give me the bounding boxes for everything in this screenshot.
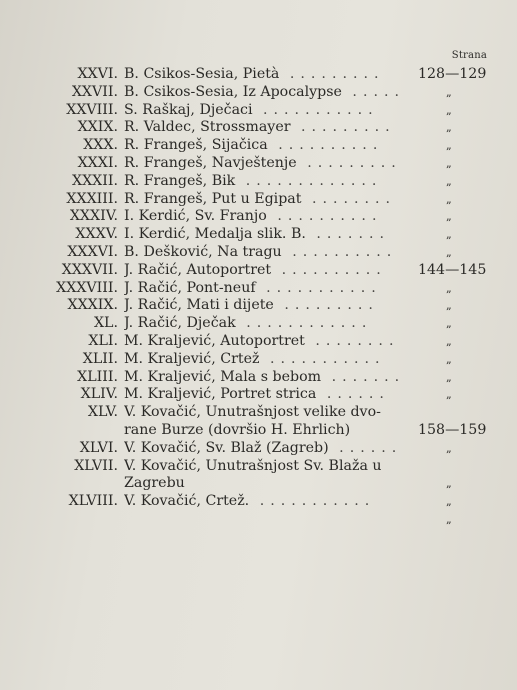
plate-title	[124, 333, 408, 351]
page-reference: „	[446, 210, 452, 224]
leader-dots: .....	[341, 83, 405, 100]
plate-title	[124, 280, 408, 298]
plate-title	[124, 351, 408, 369]
leader-dots: .........	[279, 66, 385, 82]
plate-number: XXXIII.	[66, 190, 118, 207]
list-item	[0, 208, 517, 226]
plate-title	[124, 66, 408, 84]
leader-dots: ...........	[259, 350, 386, 367]
plate-title-line: R. Frangeš, Bik	[124, 172, 236, 189]
list-item	[0, 244, 517, 262]
leader-dots: .............	[235, 172, 383, 189]
page-reference: „	[446, 512, 452, 526]
leader-dots: ........	[301, 190, 397, 207]
plate-number: XLVI.	[79, 439, 118, 456]
plate-title-line: M. Kraljević, Autoportret	[124, 332, 305, 349]
page-reference: „	[446, 121, 452, 135]
plate-number: XL.	[93, 315, 118, 332]
leader-dots: ............	[235, 315, 373, 332]
plate-title	[124, 226, 408, 244]
plate-title	[124, 458, 408, 494]
page-reference: „	[446, 317, 452, 331]
strana-label: Strana	[451, 50, 487, 61]
page-reference: „	[446, 192, 452, 206]
plate-title	[124, 297, 408, 315]
plate-title	[124, 137, 408, 155]
plate-number: XLV.	[87, 404, 118, 421]
leader-dots: ........	[304, 332, 400, 349]
page-reference: „	[446, 228, 452, 242]
plate-title-line: S. Raškaj, Dječaci	[124, 101, 253, 118]
plate-number: XXXVI.	[67, 243, 118, 260]
leader-dots: ..........	[266, 208, 383, 225]
page-reference: „	[446, 245, 452, 259]
list-item	[0, 155, 517, 173]
list-item	[0, 119, 517, 137]
plate-title-line: V. Kovačić, Unutrašnjost Sv. Blaža u	[124, 457, 382, 474]
list-item	[0, 280, 517, 298]
plate-title	[124, 119, 408, 137]
plate-number: XLVII.	[74, 457, 118, 474]
list-item	[0, 511, 517, 529]
page-reference: „	[446, 441, 452, 455]
leader-dots: ...........	[255, 279, 382, 296]
leader-dots: ..........	[271, 261, 387, 278]
plate-number: XXIX.	[77, 119, 118, 136]
plate-title-line: R. Frangeš, Put u Egipat	[124, 190, 302, 207]
plate-title-line: B. Csikos-Sesia, Iz Apocalypse	[124, 83, 342, 100]
plate-title-line: R. Frangeš, Sijačica	[124, 137, 268, 154]
page-header	[0, 50, 517, 64]
plate-number: XXXV.	[75, 226, 118, 243]
page-reference: „	[446, 103, 452, 117]
leader-dots: ..........	[267, 137, 384, 154]
page-reference: „	[446, 299, 452, 313]
plate-title	[124, 191, 408, 209]
page-reference: „	[446, 85, 452, 99]
page-reference: 128—129	[418, 66, 487, 82]
list-item	[0, 297, 517, 315]
leader-dots: ..........	[281, 243, 398, 260]
plate-title	[124, 404, 408, 440]
plate-title	[124, 493, 408, 511]
plate-title	[124, 155, 408, 173]
plate-number: XXXIV.	[69, 208, 118, 225]
plate-title	[124, 369, 408, 387]
page-reference: „	[446, 370, 452, 384]
list-item	[0, 66, 517, 84]
plate-number: XLII.	[82, 350, 118, 367]
plate-title	[124, 244, 408, 262]
plate-number: XXXIX.	[67, 297, 118, 314]
plate-title-line: M. Kraljević, Crtež	[124, 350, 260, 367]
plate-title-line: J. Račić, Pont-neuf	[124, 279, 256, 296]
list-item	[0, 333, 517, 351]
plate-number: XLIII.	[77, 368, 118, 385]
plate-title	[124, 440, 408, 458]
plate-title-line: J. Račić, Mati i dijete	[124, 297, 274, 314]
plate-title-line: M. Kraljević, Mala s bebom	[124, 368, 322, 385]
page-reference: 158—159	[418, 421, 487, 438]
list-item	[0, 137, 517, 155]
leader-dots: .......	[305, 226, 390, 243]
plate-number: XLVIII.	[68, 493, 118, 510]
list-item	[0, 173, 517, 191]
plate-title-line: Zagrebu	[124, 475, 185, 492]
page-reference: „	[446, 477, 452, 491]
list-item	[0, 493, 517, 511]
plate-title	[124, 102, 408, 120]
plate-title	[124, 208, 408, 226]
plate-title-line: V. Kovačić, Unutrašnjost velike dvo-	[124, 404, 381, 421]
page-reference: „	[446, 352, 452, 366]
plate-title-line: V. Kovačić, Crtež.	[124, 493, 250, 510]
list-item	[0, 404, 517, 440]
plate-title-line: J. Račić, Dječak	[124, 315, 236, 332]
plate-title-line: J. Račić, Autoportret	[124, 261, 272, 278]
plate-title-line: B. Dešković, Na tragu	[124, 243, 282, 260]
plate-title	[124, 84, 408, 102]
plate-number: XXVIII.	[66, 101, 118, 118]
list-item	[0, 226, 517, 244]
plate-title-line: V. Kovačić, Sv. Blaž (Zagreb)	[124, 439, 329, 456]
plate-number: XXVI.	[77, 66, 118, 82]
leader-dots: .......	[321, 368, 406, 385]
page-reference: „	[446, 495, 452, 509]
plate-number: XLIV.	[80, 386, 118, 403]
list-item	[0, 351, 517, 369]
leader-dots: .........	[290, 119, 396, 136]
page-reference: „	[446, 334, 452, 348]
plate-title-line: rane Burze (dovršio H. Ehrlich)	[124, 421, 351, 438]
plate-title-line: R. Valdec, Strossmayer	[124, 119, 291, 136]
list-item	[0, 386, 517, 404]
leader-dots: ......	[316, 386, 390, 403]
plate-title	[124, 262, 408, 280]
list-item	[0, 369, 517, 387]
list-item	[0, 315, 517, 333]
plate-number: XXXI.	[77, 154, 118, 171]
plate-number: XXXVIII.	[56, 279, 118, 296]
list-item	[0, 262, 517, 280]
page-reference: „	[446, 388, 452, 402]
plate-title-line: I. Kerdić, Medalja slik. B.	[124, 226, 306, 243]
page-reference: „	[446, 156, 452, 170]
leader-dots: .........	[273, 297, 379, 314]
plate-number: XXXVII.	[61, 261, 118, 278]
page-reference: 144—145	[418, 261, 487, 278]
plate-number: XXX.	[83, 137, 118, 154]
list-item	[0, 191, 517, 209]
leader-dots: .........	[296, 154, 402, 171]
plate-title-line: I. Kerdić, Sv. Franjo	[124, 208, 267, 225]
plate-title-line: M. Kraljević, Portret strica	[124, 386, 317, 403]
list-item	[0, 84, 517, 102]
leader-dots: ...........	[249, 493, 376, 510]
plate-title	[124, 386, 408, 404]
list-item	[0, 440, 517, 458]
leader-dots: ...........	[252, 101, 379, 118]
page-reference: „	[446, 281, 452, 295]
page-reference: „	[446, 139, 452, 153]
plate-number: XXVII.	[71, 83, 118, 100]
plate-title	[124, 173, 408, 191]
plate-number: XLI.	[88, 332, 118, 349]
list-item	[0, 458, 517, 494]
plate-title-line: R. Frangeš, Navještenje	[124, 154, 297, 171]
plate-title	[124, 315, 408, 333]
leader-dots: ......	[328, 439, 403, 456]
plate-title-line: B. Csikos-Sesia, Pietà	[124, 66, 280, 82]
list-item	[0, 102, 517, 120]
plate-number: XXXII.	[71, 172, 118, 189]
plate-list	[0, 66, 517, 529]
page-reference: „	[446, 174, 452, 188]
